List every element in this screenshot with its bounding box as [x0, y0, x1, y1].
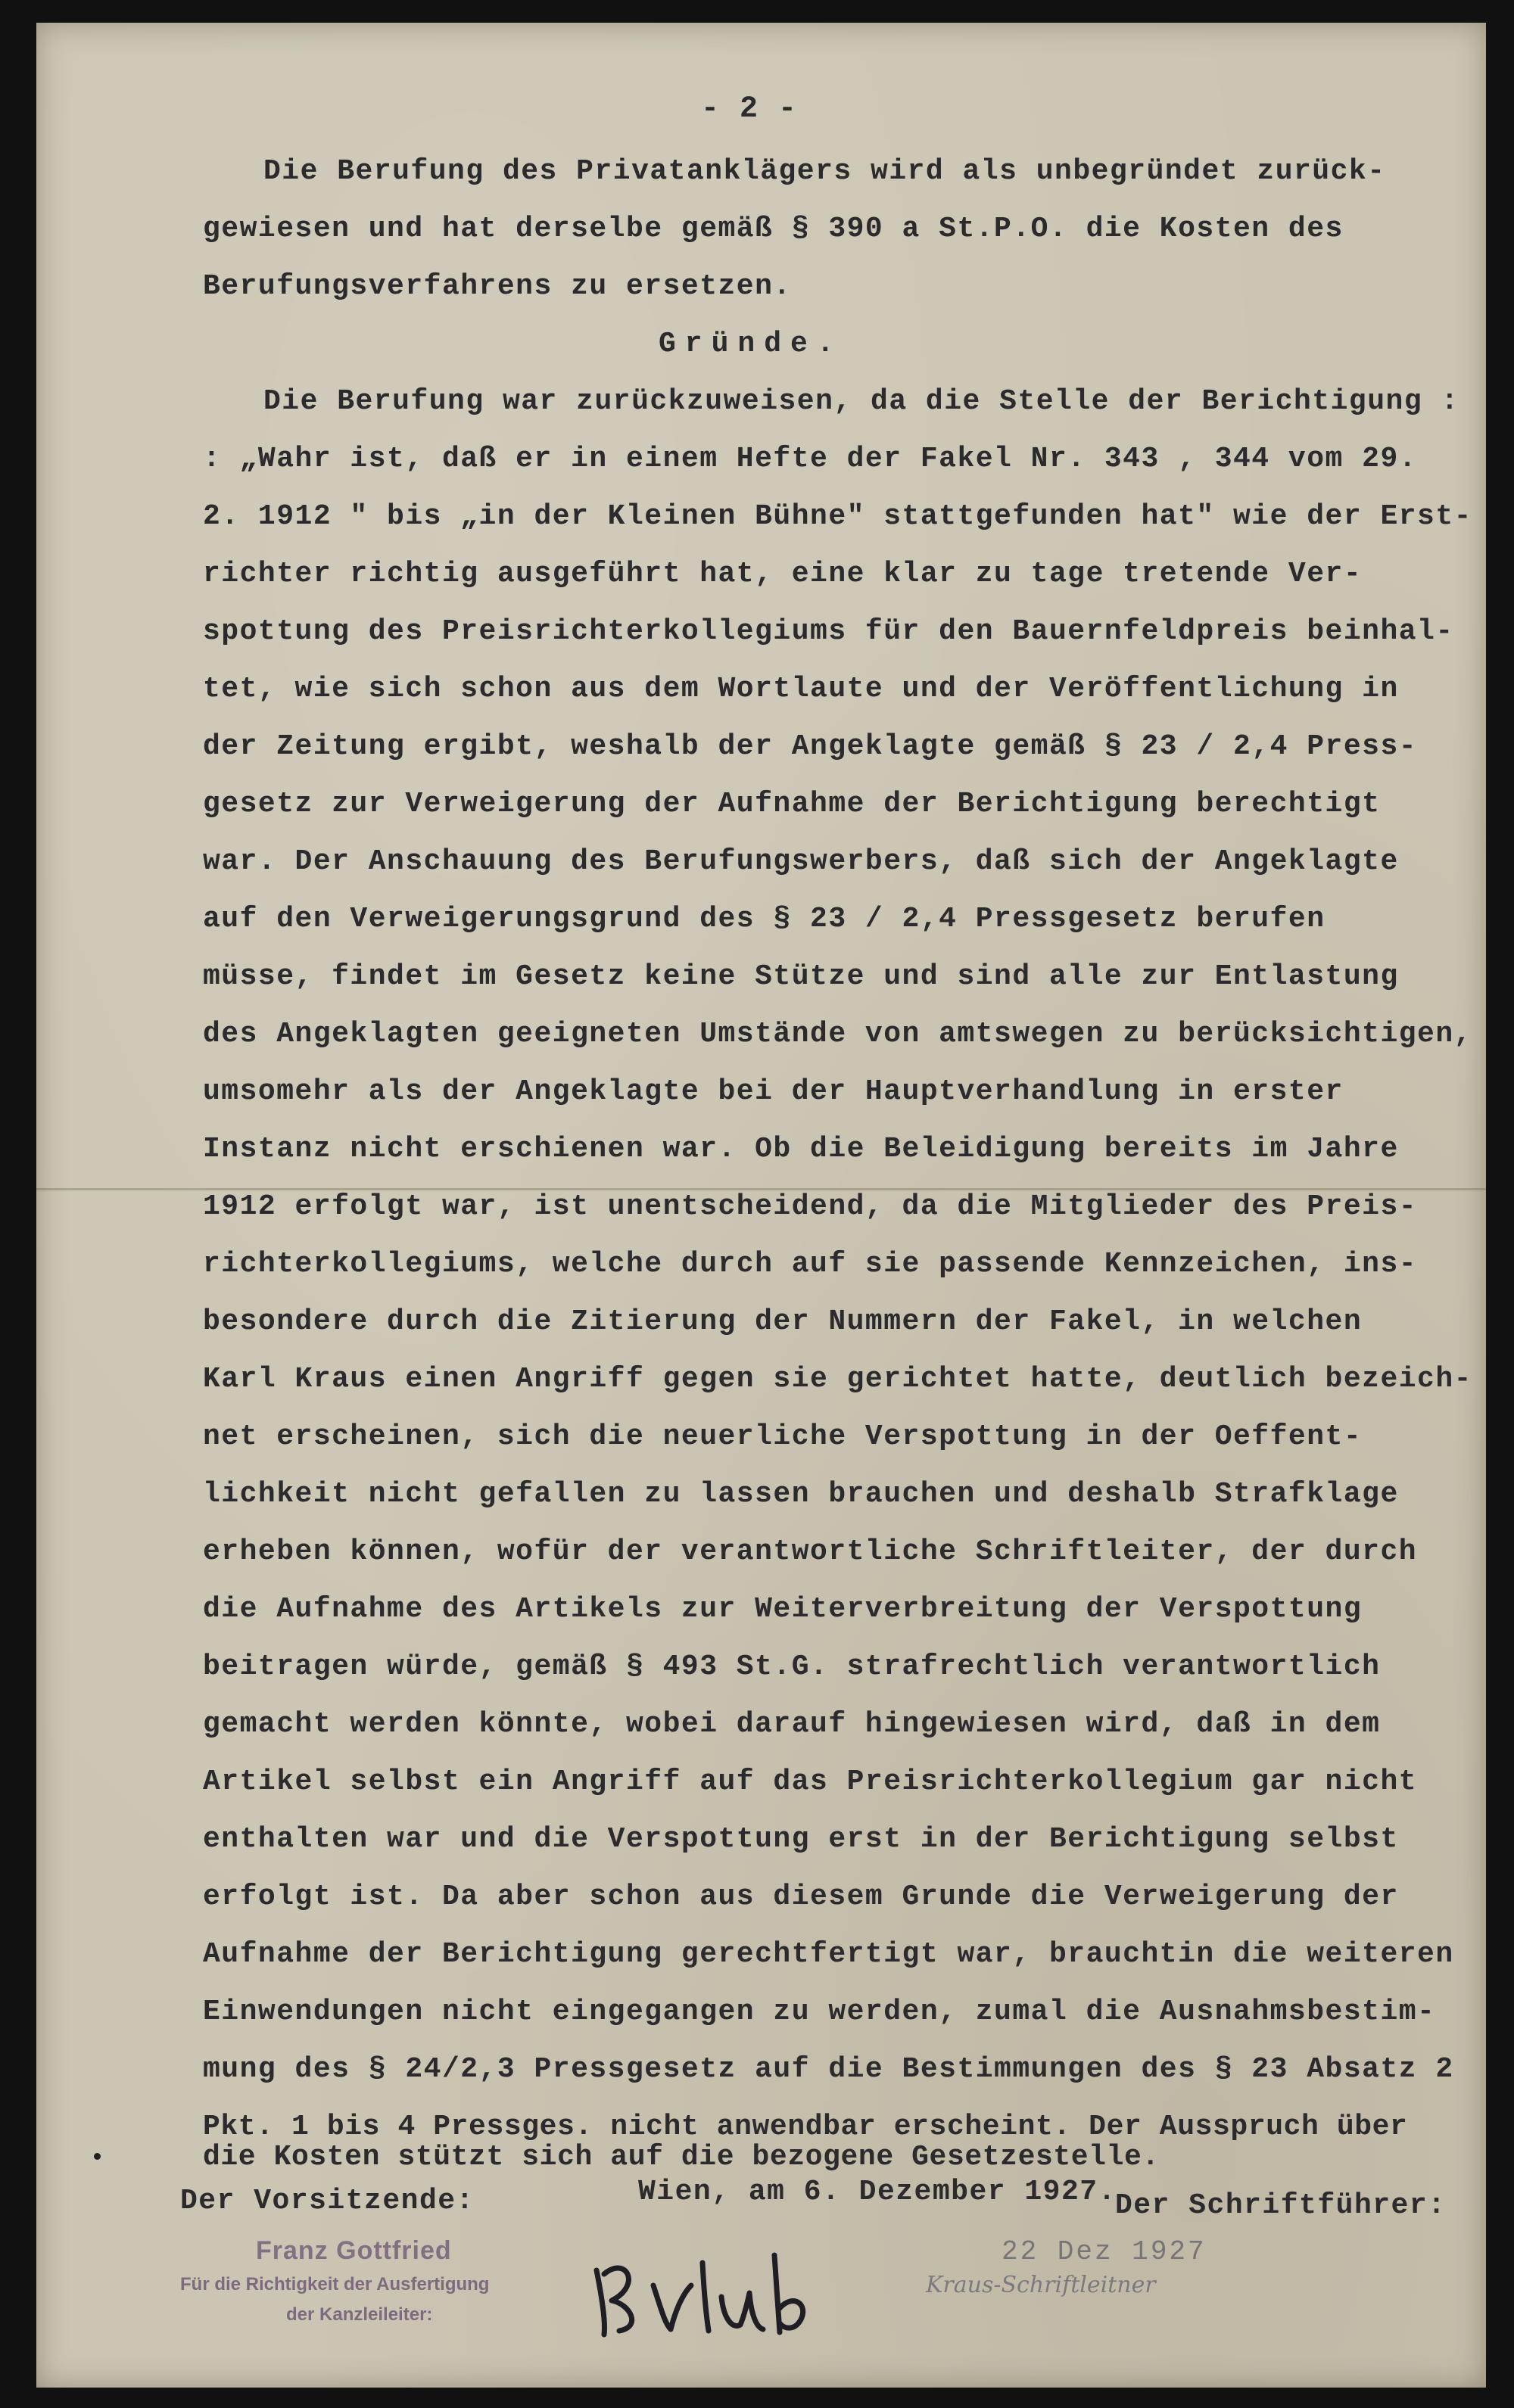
body-line: der Zeitung ergibt, weshalb der Angeklagte gemäß § 23 / 2,4 Press-: [203, 730, 1418, 763]
body-line: richterkollegiums, welche durch auf sie passende Kennzeichen, ins-: [203, 1248, 1418, 1280]
body-line: Berufungsverfahrens zu ersetzen.: [203, 270, 792, 303]
body-line: net erscheinen, sich die neuerliche Verspottung in der Oeffent-: [203, 1420, 1363, 1453]
body-line: tet, wie sich schon aus dem Wortlaute und der Veröffentlichung in: [203, 673, 1399, 705]
body-line: 2. 1912 " bis „in der Kleinen Bühne" stattgefunden hat" wie der Erst-: [203, 500, 1472, 533]
body-line: beitragen würde, gemäß § 493 St.G. strafrechtlich verantwortlich: [203, 1650, 1381, 1683]
stamp-name: Franz Gottfried: [256, 2236, 452, 2265]
body-line: gemacht werden könnte, wobei darauf hingewiesen wird, daß in dem: [203, 1708, 1381, 1741]
body-line: lichkeit nicht gefallen zu lassen brauchen und deshalb Strafklage: [203, 1478, 1399, 1510]
body-line: umsomehr als der Angeklagte bei der Hauptverhandlung in erster: [203, 1075, 1344, 1108]
body-line: Artikel selbst ein Angriff auf das Preisrichterkollegium gar nicht: [203, 1766, 1418, 1798]
body-line: mung des § 24/2,3 Pressgesetz auf die Bestimmungen des § 23 Absatz 2: [203, 2053, 1454, 2086]
body-line: die Aufnahme des Artikels zur Weiterverbreitung der Verspottung: [203, 1593, 1363, 1626]
section-heading: Gründe.: [659, 328, 843, 360]
body-line: : „Wahr ist, daß er in einem Hefte der Fakel Nr. 343 , 344 vom 29.: [203, 443, 1418, 475]
body-line: Pkt. 1 bis 4 Pressges. nicht anwendbar erscheint. Der Ausspruch über: [203, 2111, 1408, 2143]
body-line: gewiesen und hat derselbe gemäß § 390 a St.P.O. die Kosten des: [203, 213, 1344, 245]
clerk-label: Der Schriftführer:: [1115, 2189, 1447, 2222]
body-line: des Angeklagten geeigneten Umstände von amtswegen zu berücksichtigen,: [203, 1018, 1472, 1050]
body-line: Die Berufung war zurückzuweisen, da die Stelle der Berichtigung :: [263, 385, 1459, 418]
body-line: besondere durch die Zitierung der Nummern der Fakel, in welchen: [203, 1305, 1363, 1338]
body-line: Instanz nicht erschienen war. Ob die Beleidigung bereits im Jahre: [203, 1133, 1399, 1165]
body-line: Einwendungen nicht eingegangen zu werden, zumal die Ausnahmsbestim-: [203, 1996, 1436, 2028]
document-page: [36, 23, 1486, 2388]
stamp-line: Für die Richtigkeit der Ausfertigung: [180, 2274, 490, 2294]
place-date: Wien, am 6. Dezember 1927.: [638, 2176, 1117, 2208]
body-line: war. Der Anschauung des Berufungswerbers, daß sich der Angeklagte: [203, 845, 1399, 878]
chair-label: Der Vorsitzende:: [180, 2185, 475, 2217]
body-line: die Kosten stützt sich auf die bezogene Gesetzestelle.: [203, 2141, 1160, 2173]
body-line: gesetz zur Verweigerung der Aufnahme der Berichtigung berechtigt: [203, 788, 1381, 820]
body-line: Die Berufung des Privatanklägers wird als unbegründet zurück-: [263, 155, 1386, 188]
body-line: richter richtig ausgeführt hat, eine klar zu tage tretende Ver-: [203, 558, 1363, 590]
body-line: erheben können, wofür der verantwortliche Schriftleiter, der durch: [203, 1535, 1418, 1568]
body-line: 1912 erfolgt war, ist unentscheidend, da die Mitglieder des Preis-: [203, 1190, 1418, 1223]
page-number: - 2 -: [701, 92, 798, 126]
body-line: Karl Kraus einen Angriff gegen sie gerichtet hatte, deutlich bezeich-: [203, 1363, 1472, 1395]
body-line: auf den Verweigerungsgrund des § 23 / 2,4 Pressgesetz berufen: [203, 903, 1326, 935]
margin-mark: [94, 2153, 101, 2160]
signature-image: [589, 2240, 831, 2346]
body-line: erfolgt ist. Da aber schon aus diesem Grunde die Verweigerung der: [203, 1881, 1399, 1913]
body-line: Aufnahme der Berichtigung gerechtfertigt war, brauchtin die weiteren: [203, 1938, 1454, 1971]
stamp-line: der Kanzleileiter:: [286, 2304, 433, 2325]
body-line: enthalten war und die Verspottung erst in der Berichtigung selbst: [203, 1823, 1399, 1856]
handwritten-note: Kraus-Schriftleitner: [926, 2272, 1156, 2298]
body-line: müsse, findet im Gesetz keine Stütze und sind alle zur Entlastung: [203, 960, 1399, 993]
received-date-stamp: 22 Dez 1927: [1002, 2236, 1207, 2267]
body-line: spottung des Preisrichterkollegiums für den Bauernfeldpreis beinhal-: [203, 615, 1454, 648]
certification-stamp: [180, 2236, 536, 2365]
